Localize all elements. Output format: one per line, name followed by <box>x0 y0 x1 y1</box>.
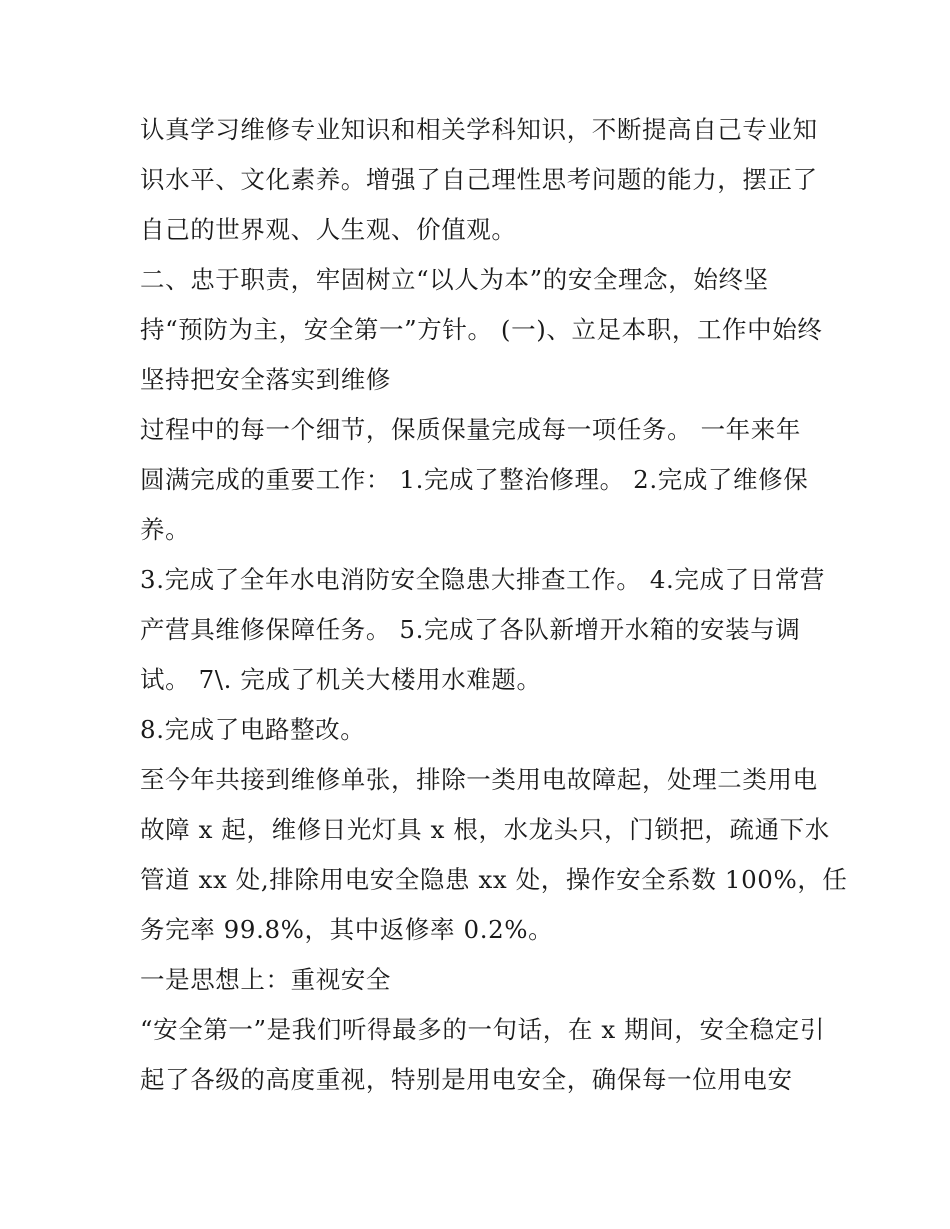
text-line: 坚持把安全落实到维修 <box>140 365 391 394</box>
text-line: “安全第一”是我们听得最多的一句话，在 x 期间，安全稳定引 <box>140 1015 825 1044</box>
section-heading: 二、忠于职责，牢固树立“以人为本”的安全理念，始终坚 <box>140 265 769 294</box>
text-line: 管道 xx 处,排除用电安全隐患 xx 处，操作安全系数 100%，任 <box>140 865 848 894</box>
text-line: 至今年共接到维修单张，排除一类用电故障起，处理二类用电 <box>140 765 818 794</box>
text-line: 3.完成了全年水电消防安全隐患大排查工作。 4.完成了日常营 <box>140 565 826 594</box>
text-line: 故障 x 起，维修日光灯具 x 根，水龙头只，门锁把，疏通下水 <box>140 815 830 844</box>
text-line: 自己的世界观、人生观、价值观。 <box>140 215 517 244</box>
text-line: 试。 7\. 完成了机关大楼用水难题。 <box>140 665 542 694</box>
text-line: 8.完成了电路整改。 <box>140 715 366 744</box>
text-line: 过程中的每一个细节，保质保量完成每一项任务。 一年来年 <box>140 415 801 444</box>
text-line: 认真学习维修专业知识和相关学科知识，不断提高自己专业知 <box>140 115 818 144</box>
text-line: 产营具维修保障任务。 5.完成了各队新增开水箱的安装与调 <box>140 615 801 644</box>
text-line: 圆满完成的重要工作： 1.完成了整治修理。 2.完成了维修保 <box>140 465 809 494</box>
text-line: 养。 <box>140 515 191 544</box>
text-line: 务完率 99.8%，其中返修率 0.2%。 <box>140 915 554 944</box>
text-line: 持“预防为主，安全第一”方针。 (一)、立足本职，工作中始终 <box>140 315 823 344</box>
subheading: 一是思想上：重视安全 <box>140 965 391 994</box>
text-line: 识水平、文化素养。增强了自己理性思考问题的能力，摆正了 <box>140 165 818 194</box>
text-line: 起了各级的高度重视，特别是用电安全，确保每一位用电安 <box>140 1065 793 1094</box>
